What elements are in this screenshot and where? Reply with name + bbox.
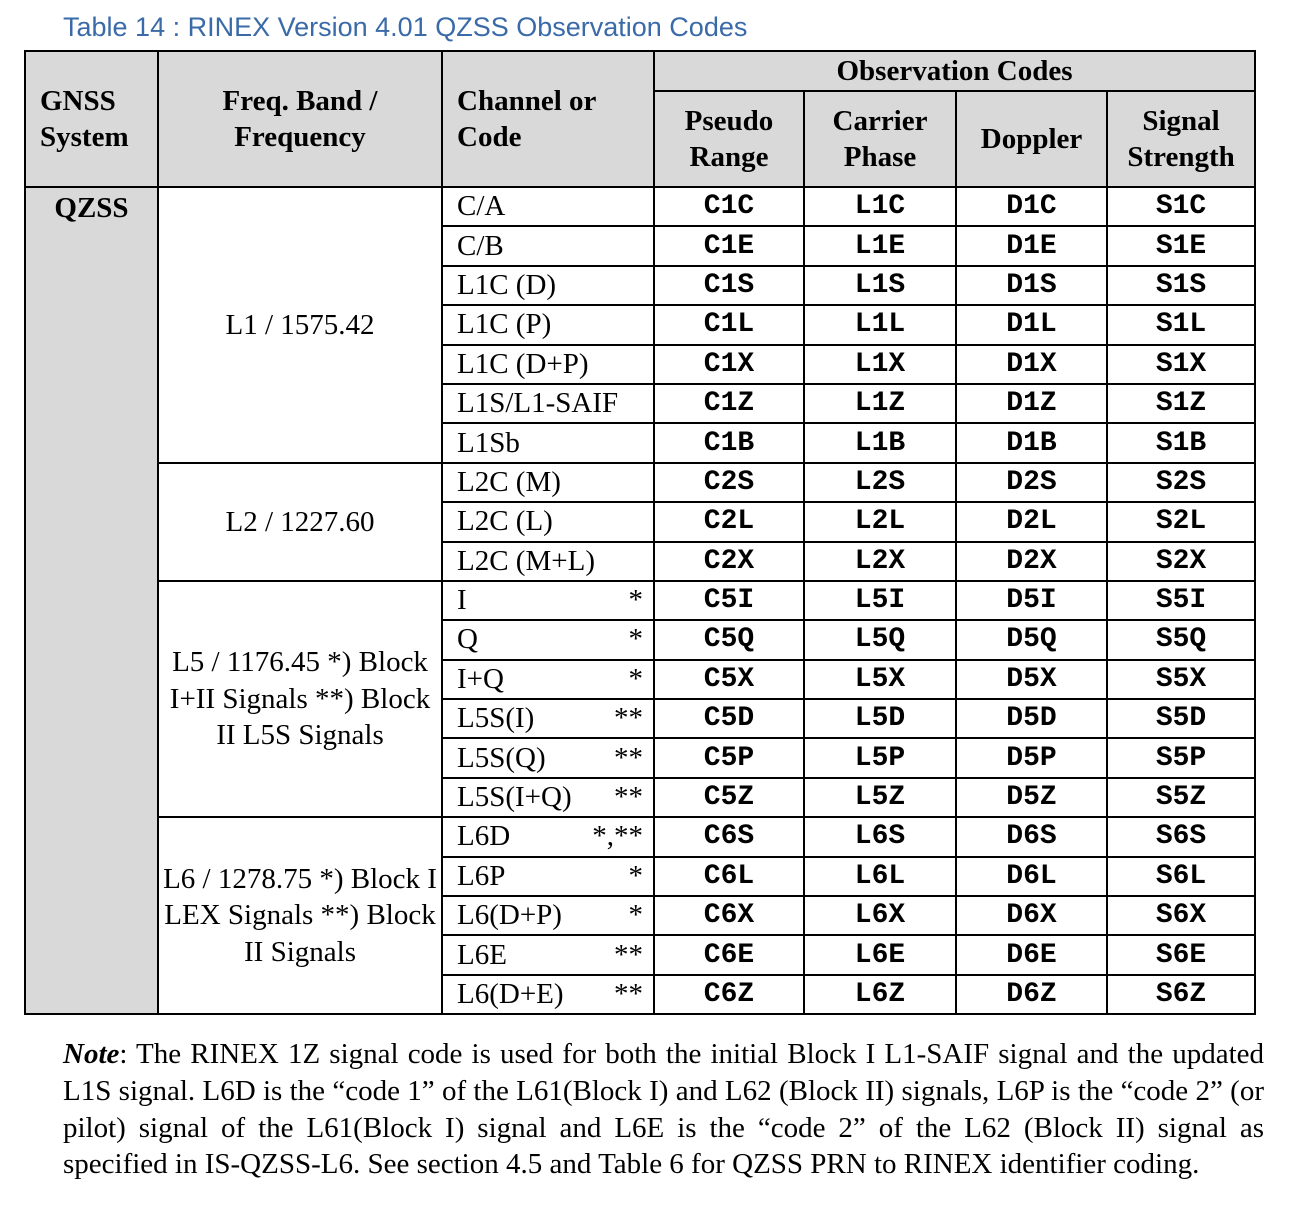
header-doppler: Doppler <box>956 91 1107 187</box>
channel-name: L6E <box>457 938 507 971</box>
doppler-code: D1X <box>956 345 1107 384</box>
pseudo-range-code: C1S <box>654 266 804 305</box>
channel-cell <box>442 817 654 856</box>
pseudo-range-code: C1L <box>654 305 804 344</box>
channel-cell <box>442 660 654 699</box>
signal-strength-code: S6S <box>1107 817 1255 856</box>
pseudo-range-code: C1X <box>654 345 804 384</box>
carrier-phase-code: L2S <box>804 463 956 502</box>
channel-cell <box>442 187 654 226</box>
channel-name: L1S/L1-SAIF <box>457 387 619 420</box>
signal-strength-code: S1B <box>1107 423 1255 462</box>
channel-cell <box>442 699 654 738</box>
channel-cell <box>442 620 654 659</box>
signal-strength-code: S5P <box>1107 738 1255 777</box>
channel-cell <box>442 738 654 777</box>
channel-footnote-mark: *,** <box>592 820 643 853</box>
signal-strength-code: S1X <box>1107 345 1255 384</box>
signal-strength-code: S2S <box>1107 463 1255 502</box>
channel-cell <box>442 502 654 541</box>
pseudo-range-code: C5Q <box>654 620 804 659</box>
pseudo-range-code: C1C <box>654 187 804 226</box>
pseudo-range-code: C6E <box>654 935 804 974</box>
pseudo-range-code: C1Z <box>654 384 804 423</box>
carrier-phase-code: L5Q <box>804 620 956 659</box>
doppler-code: D6X <box>956 896 1107 935</box>
note-label: Note <box>63 1038 120 1070</box>
channel-name: C/B <box>457 229 504 262</box>
pseudo-range-code: C6Z <box>654 975 804 1014</box>
pseudo-range-code: C2S <box>654 463 804 502</box>
channel-name: L2C (L) <box>457 505 553 538</box>
channel-name: C/A <box>457 190 506 223</box>
channel-name: L6D <box>457 820 511 853</box>
carrier-phase-code: L1E <box>804 226 956 265</box>
signal-strength-code: S5Q <box>1107 620 1255 659</box>
channel-name: L5S(Q) <box>457 741 546 774</box>
channel-footnote-mark: * <box>628 623 643 656</box>
carrier-phase-code: L5D <box>804 699 956 738</box>
observation-codes-table <box>24 50 1256 1015</box>
channel-name: L1C (P) <box>457 308 552 341</box>
header-carrier-phase: Carrier Phase <box>804 91 956 187</box>
channel-name: L2C (M) <box>457 465 561 498</box>
doppler-code: D1B <box>956 423 1107 462</box>
carrier-phase-code: L2X <box>804 542 956 581</box>
signal-strength-code: S6X <box>1107 896 1255 935</box>
channel-cell <box>442 896 654 935</box>
header-freq-band: Freq. Band / Frequency <box>158 51 442 187</box>
channel-cell <box>442 975 654 1014</box>
header-gnss-system: GNSS System <box>25 51 158 187</box>
signal-strength-code: S1S <box>1107 266 1255 305</box>
doppler-code: D5P <box>956 738 1107 777</box>
channel-name: I <box>457 584 467 617</box>
channel-name: L1C (D+P) <box>457 347 589 380</box>
signal-strength-code: S6E <box>1107 935 1255 974</box>
signal-strength-code: S1L <box>1107 305 1255 344</box>
doppler-code: D1E <box>956 226 1107 265</box>
channel-footnote-mark: ** <box>614 741 643 774</box>
doppler-code: D5Z <box>956 778 1107 817</box>
doppler-code: D6Z <box>956 975 1107 1014</box>
signal-strength-code: S6L <box>1107 857 1255 896</box>
pseudo-range-code: C6X <box>654 896 804 935</box>
channel-cell <box>442 345 654 384</box>
header-channel-code: Channel or Code <box>442 51 654 187</box>
carrier-phase-code: L1X <box>804 345 956 384</box>
carrier-phase-code: L6S <box>804 817 956 856</box>
signal-strength-code: S6Z <box>1107 975 1255 1014</box>
pseudo-range-code: C5P <box>654 738 804 777</box>
doppler-code: D1S <box>956 266 1107 305</box>
carrier-phase-code: L1L <box>804 305 956 344</box>
carrier-phase-code: L5X <box>804 660 956 699</box>
signal-strength-code: S5I <box>1107 581 1255 620</box>
signal-strength-code: S1E <box>1107 226 1255 265</box>
channel-name: L5S(I) <box>457 702 535 735</box>
channel-cell <box>442 305 654 344</box>
signal-strength-code: S2X <box>1107 542 1255 581</box>
table-row <box>25 817 1255 856</box>
channel-name: L6(D+E) <box>457 978 564 1010</box>
channel-cell <box>442 266 654 305</box>
doppler-code: D6L <box>956 857 1107 896</box>
channel-name: L1C (D) <box>457 268 557 301</box>
pseudo-range-code: C2X <box>654 542 804 581</box>
signal-strength-code: S2L <box>1107 502 1255 541</box>
carrier-phase-code: L1S <box>804 266 956 305</box>
doppler-code: D5Q <box>956 620 1107 659</box>
channel-cell <box>442 463 654 502</box>
channel-footnote-mark: ** <box>614 781 643 814</box>
channel-name: L1Sb <box>457 426 520 459</box>
doppler-code: D1L <box>956 305 1107 344</box>
carrier-phase-code: L5I <box>804 581 956 620</box>
channel-cell <box>442 857 654 896</box>
channel-name: I+Q <box>457 662 504 695</box>
channel-footnote-mark: ** <box>614 938 643 971</box>
pseudo-range-code: C6L <box>654 857 804 896</box>
channel-cell <box>442 778 654 817</box>
pseudo-range-code: C5Z <box>654 778 804 817</box>
pseudo-range-code: C6S <box>654 817 804 856</box>
signal-strength-code: S1C <box>1107 187 1255 226</box>
channel-cell <box>442 935 654 974</box>
carrier-phase-code: L6X <box>804 896 956 935</box>
header-signal-strength: Signal Strength <box>1107 91 1255 187</box>
table-caption: Table 14 : RINEX Version 4.01 QZSS Observation Codes <box>63 12 748 42</box>
doppler-code: D5X <box>956 660 1107 699</box>
channel-name: L5S(I+Q) <box>457 781 572 814</box>
signal-strength-code: S5D <box>1107 699 1255 738</box>
table-body <box>25 187 1255 1014</box>
doppler-code: D5D <box>956 699 1107 738</box>
channel-cell <box>442 226 654 265</box>
freq-band-cell: L1 / 1575.42 <box>158 187 442 463</box>
channel-footnote-mark: * <box>628 859 643 892</box>
carrier-phase-code: L6E <box>804 935 956 974</box>
signal-strength-code: S1Z <box>1107 384 1255 423</box>
pseudo-range-code: C5I <box>654 581 804 620</box>
header-pseudo-range: Pseudo Range <box>654 91 804 187</box>
signal-strength-code: S5X <box>1107 660 1255 699</box>
channel-cell <box>442 542 654 581</box>
pseudo-range-code: C5X <box>654 660 804 699</box>
freq-band-cell: L2 / 1227.60 <box>158 463 442 581</box>
channel-cell <box>442 384 654 423</box>
freq-band-cell: L6 / 1278.75 *) Block I LEX Signals **) Block II Signals <box>158 817 442 1014</box>
channel-footnote-mark: ** <box>614 702 643 735</box>
pseudo-range-code: C2L <box>654 502 804 541</box>
channel-name: L2C (M+L) <box>457 544 595 577</box>
carrier-phase-code: L6Z <box>804 975 956 1014</box>
doppler-code: D1C <box>956 187 1107 226</box>
channel-cell <box>442 423 654 462</box>
doppler-code: D2X <box>956 542 1107 581</box>
carrier-phase-code: L2L <box>804 502 956 541</box>
carrier-phase-code: L1C <box>804 187 956 226</box>
channel-name: L6P <box>457 859 506 892</box>
channel-footnote-mark: * <box>628 899 643 932</box>
doppler-code: D6E <box>956 935 1107 974</box>
channel-footnote-mark: * <box>628 584 643 617</box>
doppler-code: D5I <box>956 581 1107 620</box>
note-text: : The RINEX 1Z signal code is used for both the initial Block I L1-SAIF signal and the updated L1S signal. L6D is the “code 1” of the L61(Block I) and L62 (Block II) signals, L6P is the “code 2” (or pilot) signal of the L61(Block I) signal and L6E is the “code 2” of the L62 (Block II) signal as specified in IS-QZSS-L6. See section 4.5 and Table 6 for QZSS PRN to RINEX identifier coding. <box>63 1038 1264 1181</box>
doppler-code: D2L <box>956 502 1107 541</box>
carrier-phase-code: L5P <box>804 738 956 777</box>
table-note <box>63 1036 1264 1183</box>
gnss-system-cell: QZSS <box>25 187 158 1014</box>
pseudo-range-code: C1E <box>654 226 804 265</box>
channel-footnote-mark: * <box>628 662 643 695</box>
carrier-phase-code: L1B <box>804 423 956 462</box>
carrier-phase-code: L6L <box>804 857 956 896</box>
doppler-code: D2S <box>956 463 1107 502</box>
table-row <box>25 463 1255 502</box>
channel-name: Q <box>457 623 478 656</box>
channel-cell <box>442 581 654 620</box>
signal-strength-code: S5Z <box>1107 778 1255 817</box>
doppler-code: D6S <box>956 817 1107 856</box>
table-row <box>25 581 1255 620</box>
carrier-phase-code: L5Z <box>804 778 956 817</box>
channel-footnote-mark: ** <box>614 978 643 1010</box>
pseudo-range-code: C5D <box>654 699 804 738</box>
header-observation-codes: Observation Codes <box>654 51 1255 91</box>
carrier-phase-code: L1Z <box>804 384 956 423</box>
doppler-code: D1Z <box>956 384 1107 423</box>
table-row <box>25 187 1255 226</box>
pseudo-range-code: C1B <box>654 423 804 462</box>
freq-band-cell: L5 / 1176.45 *) Block I+II Signals **) Block II L5S Signals <box>158 581 442 817</box>
channel-name: L6(D+P) <box>457 899 562 932</box>
